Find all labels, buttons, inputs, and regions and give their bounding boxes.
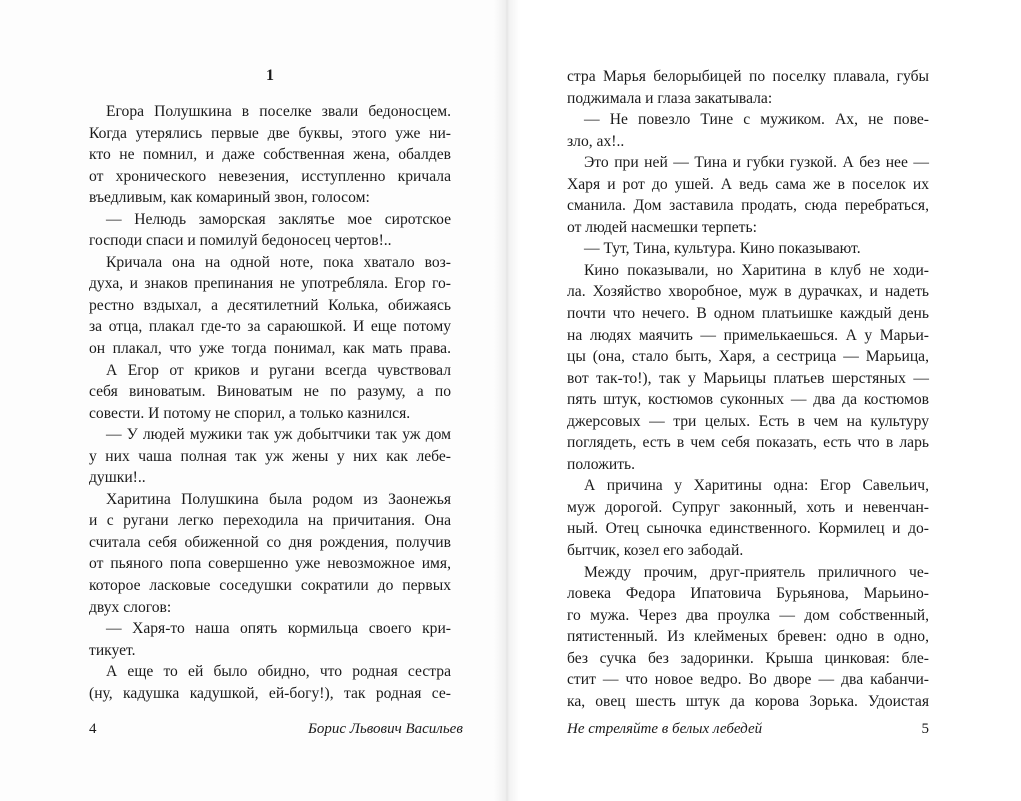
text-line: поджимала и глаза закатывала:: [567, 89, 773, 107]
text-line: Харя и рот до ушей. А ведь сама же в поселок их: [567, 175, 929, 193]
text-line: поглядеть, есть в чем себя показать, есть что в ларь: [567, 434, 929, 452]
text-line: он плакал, что уже тогда понимал, как мать права.: [89, 340, 451, 358]
right-page: [507, 0, 1021, 801]
chapter-number: 1: [266, 67, 274, 84]
right-running-head: Не стреляйте в белых лебедей: [567, 721, 763, 737]
text-line: го мужа. Через два проулка — дом собственный,: [567, 606, 929, 624]
text-line: которое ласковые соседушки сократили до первых: [89, 577, 451, 595]
text-line: стит — что новое ведро. Во дворе — два кабанчи-: [567, 671, 929, 689]
text-line: себя виноватым. Виноватым не по разуму, а по: [89, 383, 451, 401]
text-line: от пьяного попа совершенно уже невозможное имя,: [89, 555, 451, 573]
text-line: сманила. Дом заставила продать, сюда перебраться,: [567, 197, 929, 215]
text-line: почти что нечего. В одном платьишке каждый день: [567, 305, 929, 323]
text-line: на людях маячить — примелькаешься. А у Марьи-: [567, 326, 929, 344]
text-line: бытчик, козел его забодай.: [567, 542, 744, 560]
text-line: цы (она, стало быть, Харя, а сестрица — Марьица,: [567, 348, 929, 366]
text-line: ловека Федора Ипатовича Бурьянова, Марьино-: [567, 585, 929, 603]
text-line: А Егор от криков и ругани всегда чувствовал: [106, 361, 451, 379]
text-line: Харитина Полушкина была родом из Заонежья: [106, 490, 451, 508]
text-line: пятистенный. Из клейменых бревен: одно в одно,: [567, 628, 929, 646]
text-line: джерсовых — три целых. Есть в чем на культуру: [567, 412, 929, 430]
text-line: стра Марья белорыбицей по поселку плавала, губы: [567, 68, 929, 85]
text-line: — Тут, Тина, культура. Кино показывают.: [584, 240, 861, 258]
text-line: вот так-то!), так у Марьицы платьев шерстяных —: [567, 369, 929, 387]
text-line: кто не помнил, и даже собственная жена, обалдев: [89, 146, 451, 164]
text-line: въедливым, как комариный звон, голосом:: [89, 189, 370, 207]
text-line: совести. И потому не спорил, а только казнился.: [89, 404, 411, 422]
text-line: А еще то ей было обидно, что родная сестра: [106, 663, 451, 681]
text-line: муж дорогой. Супруг законный, хоть и невенчан-: [567, 498, 929, 516]
text-line: — Харя-то наша опять кормильца своего кри-: [106, 620, 451, 638]
text-line: Это при ней — Тина и губки гузкой. А без нее —: [584, 154, 929, 172]
left-running-head: Борис Львович Васильев: [308, 721, 463, 737]
text-line: тикует.: [89, 641, 136, 659]
text-line: Когда утерялись первые две буквы, этого уже ни-: [89, 124, 451, 142]
left-page-number: 4: [89, 721, 97, 737]
text-line: рестно вздыхал, а десятилетний Колька, обижаясь: [89, 296, 451, 314]
left-page-text: [89, 101, 451, 704]
text-line: ный. Отец сыночка единственного. Кормилец и до-: [567, 520, 929, 538]
text-line: ла. Хозяйство хворобное, муж в дурачках, и надеть: [567, 283, 929, 301]
text-line: — Не повезло Тине с мужиком. Ах, не пове-: [584, 111, 929, 129]
text-line: у них чаша полная так уж жены у них как лебе-: [89, 447, 451, 465]
text-line: от людей насмешки терпеть:: [567, 218, 757, 236]
right-page-number: 5: [921, 721, 929, 737]
text-line: Кино показывали, но Харитина в клуб не ходи-: [584, 261, 929, 279]
right-page-text: [567, 66, 929, 712]
text-line: Егора Полушкина в поселке звали бедоносцем.: [106, 103, 451, 120]
text-line: от хронического невезения, исступленно кричала: [89, 167, 451, 185]
text-line: положить.: [567, 455, 636, 473]
left-page: [0, 0, 507, 801]
book-gutter-shadow: [494, 0, 520, 801]
text-line: (ну, кадушка кадушкой, ей-богу!), так родная се-: [89, 684, 451, 702]
text-line: пять штук, костюмов суконных — два да костюмов: [567, 391, 929, 409]
text-line: А причина у Харитины одна: Егор Савельич,: [584, 477, 929, 495]
text-line: — У людей мужики так уж добытчики так уж дом: [106, 426, 451, 444]
text-line: и с ругани легко переходила на причитания. Она: [89, 512, 451, 530]
text-line: господи спаси и помилуй бедоносец чертов!..: [89, 232, 392, 250]
text-line: без сучка без задоринки. Крыша цинковая: бле-: [567, 649, 929, 667]
text-line: духа, и знаков препинания не употребляла. Егор го-: [89, 275, 451, 293]
text-line: двух слогов:: [89, 598, 172, 616]
text-line: считала себя обиженной со дня рождения, получив: [89, 533, 451, 551]
text-line: душки!..: [89, 469, 146, 487]
text-line: ка, овец шесть штук да корова Зорька. Удоистая: [567, 692, 929, 710]
text-line: зло, ах!..: [567, 132, 625, 150]
text-line: — Нелюдь заморская заклятье мое сиротское: [106, 210, 451, 228]
text-line: Кричала она на одной ноте, пока хватало воз-: [106, 253, 451, 271]
text-line: за отца, плакал где-то за сараюшкой. И еще потому: [89, 318, 451, 336]
text-line: Между прочим, друг-приятель приличного че-: [584, 563, 929, 581]
